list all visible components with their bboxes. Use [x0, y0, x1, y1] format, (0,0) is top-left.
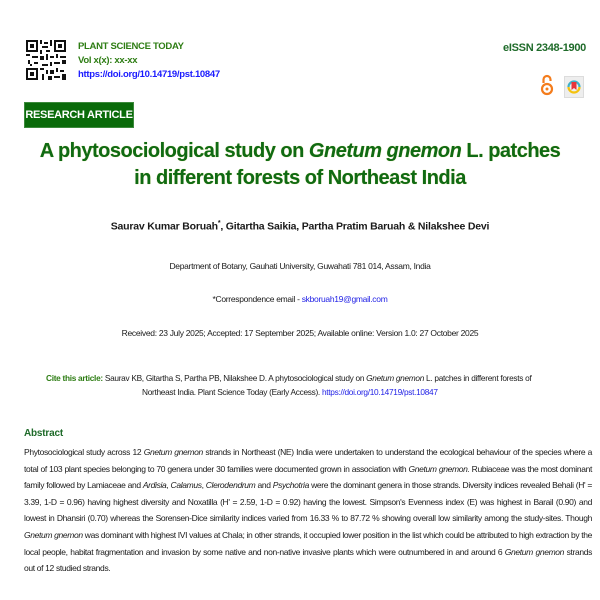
affiliation: Department of Botany, Gauhati University, Guwahati 781 014, Assam, India	[169, 261, 431, 271]
qr-code-icon	[26, 40, 66, 80]
doi-link[interactable]: https://doi.org/10.14719/pst.10847	[78, 69, 220, 80]
author-list: Saurav Kumar Boruah*, Gitartha Saikia, Partha Pratim Baruah & Nilakshee Devi	[110, 220, 490, 233]
email-link[interactable]: skboruah19@gmail.com	[301, 294, 388, 304]
crossmark-icon[interactable]	[564, 76, 584, 98]
citation-label: Cite this article:	[46, 373, 103, 383]
journal-info	[78, 40, 220, 82]
abstract-text: Phytosociological study across 12 Gnetum gnemon strands in Northeast (NE) India were undertaken to understand the ecological behaviour of the species where a total of 103 plant species belonging to 70 genera under 30 families were documented grown in association with Gnetum gnemon. Rubiaceae was the most dominant family followed by Lamiaceae and Ardisia, Calamus, Clerodendrum and Psychotria were the dominant genera in those strands. Diversity indices revealed Behali (H' = 3.39, 1-D = 0.96) having highest diversity and Noxatilla (H' = 2.59, 1-D = 0.92) having the lowest. Simpson's Evenness index (E) was highest in Barail (0.90) and lowest in Dhansiri (0.70) whereas the Sorensen-Dice similarity indices varied from 16.33 % to 87.72 % showing overall low similarity among the study-sites. Though Gnetum gnemon was dominant with highest IVI values at Chala; in other strands, it occupied lower position in the list which could be attributed to high extraction by the local people, habitat fragmentation and invasion by some native and non-native invasive plants which were outnumbered in and around 6 Gnetum gnemon strands out of 12 studied strands.	[24, 447, 593, 574]
open-access-icon[interactable]	[540, 74, 554, 96]
eissn-label: eISSN 2348-1900	[503, 42, 586, 54]
citation-doi-link[interactable]: https://doi.org/10.14719/pst.10847	[321, 387, 438, 397]
corresponding-author: Saurav Kumar Boruah	[110, 220, 218, 233]
article-type-badge: RESEARCH ARTICLE	[24, 102, 134, 128]
correspondence: *Correspondence email - skboruah19@gmail.com	[212, 294, 388, 304]
article-title: A phytosociological study on Gnetum gnemon L. patches in different forests of Northeast India	[39, 140, 561, 189]
journal-volume: Vol x(x): xx-xx	[78, 55, 138, 66]
publication-dates: Received: 23 July 2025; Accepted: 17 September 2025; Available online: Version 1.0: 27 October 2025	[121, 328, 479, 338]
citation-block: Cite this article: Saurav KB, Gitartha S, Partha PB, Nilakshee D. A phytosociological study on Gnetum gnemon L. patches in different forests of Northeast India. Plant Science Today (Early Access). https://doi.org/10.14719/pst.10847	[46, 373, 532, 397]
abstract-heading: Abstract	[24, 428, 63, 439]
journal-name: PLANT SCIENCE TODAY	[78, 41, 184, 52]
species-name: Gnetum gnemon	[308, 140, 462, 162]
